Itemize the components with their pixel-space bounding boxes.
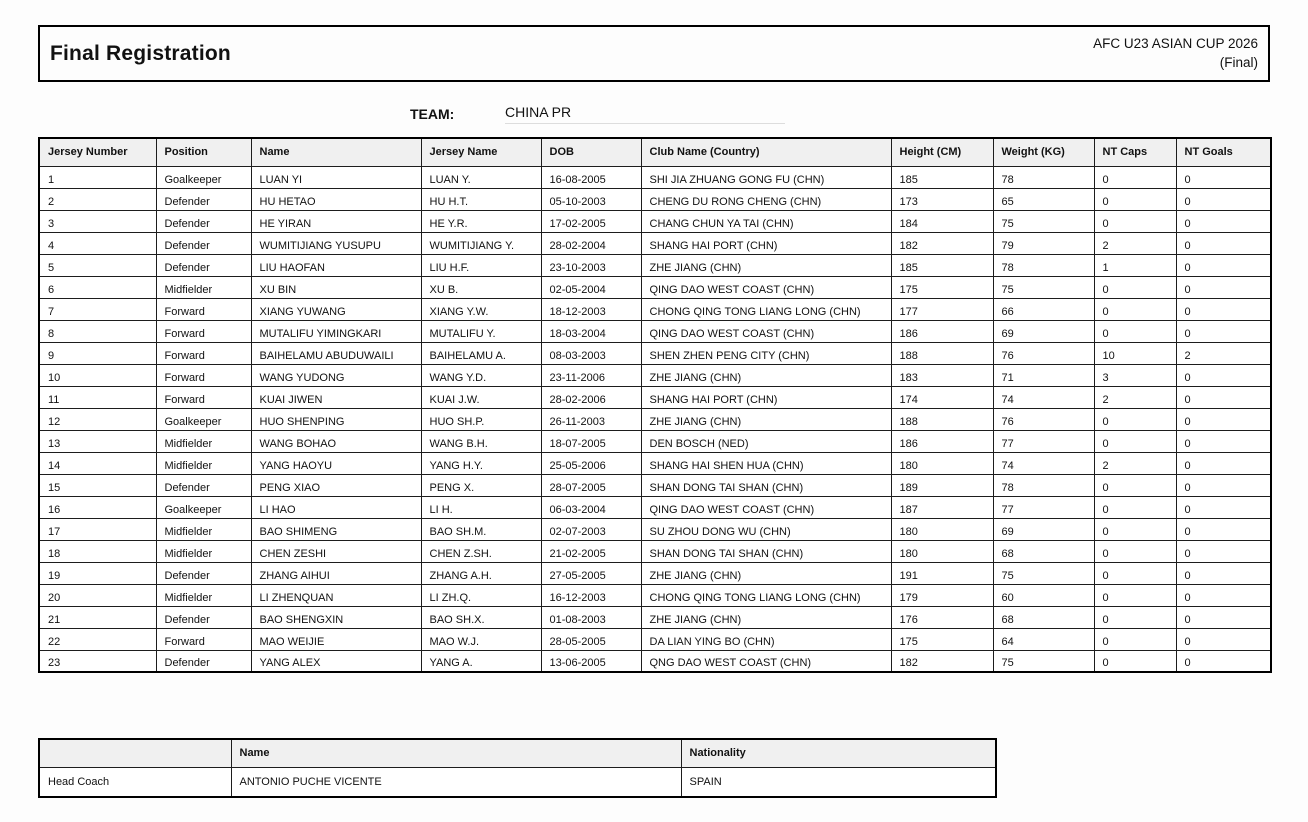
player-cell-name: KUAI JIWEN <box>251 386 421 408</box>
player-row <box>39 232 1271 254</box>
player-cell-position: Midfielder <box>156 584 251 606</box>
roster-header-row <box>39 138 1271 166</box>
player-cell-height: 188 <box>891 342 993 364</box>
staff-table <box>38 738 997 798</box>
roster-table <box>38 137 1272 673</box>
player-cell-name: HUO SHENPING <box>251 408 421 430</box>
player-cell-nt-caps: 2 <box>1094 452 1176 474</box>
player-cell-jersey-number: 3 <box>39 210 156 232</box>
roster-header-weight: Weight (KG) <box>993 138 1094 166</box>
roster-header-dob: DOB <box>541 138 641 166</box>
player-cell-club: SHANG HAI PORT (CHN) <box>641 386 891 408</box>
player-cell-nt-caps: 10 <box>1094 342 1176 364</box>
player-cell-position: Forward <box>156 298 251 320</box>
player-cell-weight: 60 <box>993 584 1094 606</box>
player-cell-weight: 71 <box>993 364 1094 386</box>
competition-stage: (Final) <box>1219 54 1258 70</box>
player-cell-name: MUTALIFU YIMINGKARI <box>251 320 421 342</box>
player-cell-weight: 78 <box>993 254 1094 276</box>
player-cell-weight: 75 <box>993 210 1094 232</box>
player-cell-nt-caps: 0 <box>1094 408 1176 430</box>
player-cell-weight: 69 <box>993 518 1094 540</box>
player-cell-position: Midfielder <box>156 452 251 474</box>
player-cell-club: ZHE JIANG (CHN) <box>641 562 891 584</box>
player-cell-nt-goals: 0 <box>1176 276 1271 298</box>
player-cell-weight: 79 <box>993 232 1094 254</box>
player-cell-name: LUAN YI <box>251 166 421 188</box>
player-cell-jersey-name: HUO SH.P. <box>421 408 541 430</box>
player-cell-jersey-name: CHEN Z.SH. <box>421 540 541 562</box>
player-cell-position: Defender <box>156 254 251 276</box>
player-cell-dob: 13-06-2005 <box>541 650 641 672</box>
player-cell-height: 175 <box>891 276 993 298</box>
player-cell-position: Defender <box>156 650 251 672</box>
player-cell-club: CHONG QING TONG LIANG LONG (CHN) <box>641 298 891 320</box>
player-cell-jersey-number: 8 <box>39 320 156 342</box>
player-cell-nt-goals: 0 <box>1176 474 1271 496</box>
player-cell-nt-goals: 0 <box>1176 364 1271 386</box>
player-cell-nt-caps: 0 <box>1094 276 1176 298</box>
player-cell-jersey-name: YANG A. <box>421 650 541 672</box>
player-cell-position: Defender <box>156 210 251 232</box>
player-cell-weight: 68 <box>993 540 1094 562</box>
document-header <box>38 25 1270 82</box>
player-cell-weight: 68 <box>993 606 1094 628</box>
roster-header-name: Name <box>251 138 421 166</box>
player-cell-jersey-name: WANG B.H. <box>421 430 541 452</box>
player-cell-name: BAIHELAMU ABUDUWAILI <box>251 342 421 364</box>
player-cell-dob: 02-05-2004 <box>541 276 641 298</box>
player-cell-position: Defender <box>156 562 251 584</box>
player-cell-nt-caps: 0 <box>1094 562 1176 584</box>
player-cell-height: 186 <box>891 430 993 452</box>
player-cell-nt-caps: 0 <box>1094 188 1176 210</box>
player-row <box>39 562 1271 584</box>
player-cell-nt-caps: 0 <box>1094 650 1176 672</box>
player-cell-name: MAO WEIJIE <box>251 628 421 650</box>
player-cell-height: 182 <box>891 232 993 254</box>
player-cell-height: 176 <box>891 606 993 628</box>
player-cell-jersey-name: BAO SH.M. <box>421 518 541 540</box>
player-cell-position: Forward <box>156 342 251 364</box>
roster-header-height: Height (CM) <box>891 138 993 166</box>
player-cell-club: QNG DAO WEST COAST (CHN) <box>641 650 891 672</box>
player-cell-weight: 77 <box>993 496 1094 518</box>
player-cell-name: WANG BOHAO <box>251 430 421 452</box>
player-cell-nt-goals: 0 <box>1176 452 1271 474</box>
player-cell-dob: 23-11-2006 <box>541 364 641 386</box>
player-cell-dob: 28-02-2006 <box>541 386 641 408</box>
player-cell-jersey-name: YANG H.Y. <box>421 452 541 474</box>
player-cell-jersey-number: 2 <box>39 188 156 210</box>
player-cell-jersey-name: KUAI J.W. <box>421 386 541 408</box>
player-cell-nt-goals: 0 <box>1176 540 1271 562</box>
player-cell-dob: 18-07-2005 <box>541 430 641 452</box>
player-cell-jersey-number: 7 <box>39 298 156 320</box>
player-cell-jersey-number: 17 <box>39 518 156 540</box>
player-cell-club: QING DAO WEST COAST (CHN) <box>641 276 891 298</box>
player-cell-height: 174 <box>891 386 993 408</box>
player-cell-weight: 75 <box>993 276 1094 298</box>
player-cell-jersey-name: WANG Y.D. <box>421 364 541 386</box>
player-cell-club: ZHE JIANG (CHN) <box>641 408 891 430</box>
player-cell-dob: 28-05-2005 <box>541 628 641 650</box>
player-cell-height: 180 <box>891 452 993 474</box>
player-cell-jersey-number: 18 <box>39 540 156 562</box>
player-cell-nt-caps: 0 <box>1094 540 1176 562</box>
player-cell-club: DA LIAN YING BO (CHN) <box>641 628 891 650</box>
player-cell-jersey-number: 13 <box>39 430 156 452</box>
staff-header-row <box>39 739 996 767</box>
page-title: Final Registration <box>50 41 231 65</box>
player-cell-dob: 06-03-2004 <box>541 496 641 518</box>
player-cell-nt-caps: 0 <box>1094 430 1176 452</box>
player-cell-nt-goals: 0 <box>1176 584 1271 606</box>
player-cell-name: LI HAO <box>251 496 421 518</box>
player-cell-nt-caps: 0 <box>1094 298 1176 320</box>
player-cell-name: XU BIN <box>251 276 421 298</box>
player-cell-name: YANG ALEX <box>251 650 421 672</box>
player-cell-nt-goals: 0 <box>1176 254 1271 276</box>
player-cell-weight: 76 <box>993 408 1094 430</box>
player-row <box>39 430 1271 452</box>
player-cell-club: CHENG DU RONG CHENG (CHN) <box>641 188 891 210</box>
player-cell-dob: 08-03-2003 <box>541 342 641 364</box>
player-cell-name: LI ZHENQUAN <box>251 584 421 606</box>
player-cell-name: WANG YUDONG <box>251 364 421 386</box>
player-cell-name: YANG HAOYU <box>251 452 421 474</box>
player-row <box>39 518 1271 540</box>
player-row <box>39 342 1271 364</box>
player-cell-dob: 16-12-2003 <box>541 584 641 606</box>
player-cell-jersey-name: HE Y.R. <box>421 210 541 232</box>
player-cell-nt-goals: 0 <box>1176 232 1271 254</box>
player-cell-height: 177 <box>891 298 993 320</box>
player-cell-nt-caps: 0 <box>1094 320 1176 342</box>
player-cell-weight: 74 <box>993 452 1094 474</box>
player-row <box>39 474 1271 496</box>
player-cell-nt-goals: 0 <box>1176 562 1271 584</box>
player-cell-weight: 64 <box>993 628 1094 650</box>
player-cell-position: Defender <box>156 606 251 628</box>
player-cell-club: CHANG CHUN YA TAI (CHN) <box>641 210 891 232</box>
player-cell-nt-goals: 0 <box>1176 430 1271 452</box>
player-row <box>39 298 1271 320</box>
player-cell-position: Goalkeeper <box>156 166 251 188</box>
player-cell-dob: 02-07-2003 <box>541 518 641 540</box>
player-cell-height: 188 <box>891 408 993 430</box>
player-row <box>39 276 1271 298</box>
player-cell-jersey-number: 4 <box>39 232 156 254</box>
player-cell-weight: 66 <box>993 298 1094 320</box>
player-cell-nt-caps: 0 <box>1094 606 1176 628</box>
player-cell-jersey-number: 5 <box>39 254 156 276</box>
player-cell-height: 189 <box>891 474 993 496</box>
player-row <box>39 364 1271 386</box>
player-cell-nt-caps: 2 <box>1094 232 1176 254</box>
player-cell-nt-caps: 0 <box>1094 628 1176 650</box>
player-cell-jersey-name: XU B. <box>421 276 541 298</box>
player-cell-nt-goals: 0 <box>1176 210 1271 232</box>
player-cell-name: BAO SHIMENG <box>251 518 421 540</box>
player-cell-nt-caps: 0 <box>1094 496 1176 518</box>
player-cell-club: SHI JIA ZHUANG GONG FU (CHN) <box>641 166 891 188</box>
player-cell-nt-caps: 0 <box>1094 210 1176 232</box>
player-cell-dob: 28-02-2004 <box>541 232 641 254</box>
player-cell-height: 183 <box>891 364 993 386</box>
player-cell-dob: 01-08-2003 <box>541 606 641 628</box>
player-cell-nt-caps: 0 <box>1094 474 1176 496</box>
player-cell-club: SHEN ZHEN PENG CITY (CHN) <box>641 342 891 364</box>
player-cell-height: 180 <box>891 540 993 562</box>
player-cell-jersey-name: LI H. <box>421 496 541 518</box>
player-cell-name: XIANG YUWANG <box>251 298 421 320</box>
player-cell-jersey-number: 22 <box>39 628 156 650</box>
player-cell-dob: 16-08-2005 <box>541 166 641 188</box>
player-cell-height: 179 <box>891 584 993 606</box>
player-cell-jersey-name: PENG X. <box>421 474 541 496</box>
roster-header-position: Position <box>156 138 251 166</box>
player-cell-nt-goals: 0 <box>1176 188 1271 210</box>
player-cell-name: BAO SHENGXIN <box>251 606 421 628</box>
player-cell-nt-caps: 3 <box>1094 364 1176 386</box>
player-cell-jersey-name: BAO SH.X. <box>421 606 541 628</box>
staff-header-role <box>39 739 231 767</box>
staff-header-name: Name <box>231 739 681 767</box>
competition-name: AFC U23 ASIAN CUP 2026 <box>1093 36 1258 52</box>
player-cell-jersey-number: 14 <box>39 452 156 474</box>
player-cell-weight: 69 <box>993 320 1094 342</box>
player-row <box>39 166 1271 188</box>
player-row <box>39 540 1271 562</box>
player-cell-jersey-number: 11 <box>39 386 156 408</box>
team-name-field: CHINA PR <box>505 104 785 124</box>
player-cell-weight: 78 <box>993 474 1094 496</box>
player-cell-position: Forward <box>156 628 251 650</box>
staff-header-nationality: Nationality <box>681 739 996 767</box>
competition-block <box>1093 35 1258 71</box>
player-cell-club: ZHE JIANG (CHN) <box>641 364 891 386</box>
player-row <box>39 606 1271 628</box>
player-cell-height: 173 <box>891 188 993 210</box>
player-cell-club: SHAN DONG TAI SHAN (CHN) <box>641 540 891 562</box>
player-cell-club: SU ZHOU DONG WU (CHN) <box>641 518 891 540</box>
player-cell-nt-goals: 0 <box>1176 650 1271 672</box>
player-cell-club: SHAN DONG TAI SHAN (CHN) <box>641 474 891 496</box>
player-cell-position: Defender <box>156 188 251 210</box>
player-cell-jersey-name: BAIHELAMU A. <box>421 342 541 364</box>
player-cell-name: WUMITIJIANG YUSUPU <box>251 232 421 254</box>
player-cell-jersey-number: 16 <box>39 496 156 518</box>
player-cell-nt-caps: 0 <box>1094 584 1176 606</box>
staff-role-cell: Head Coach <box>39 767 231 797</box>
player-cell-jersey-name: LI ZH.Q. <box>421 584 541 606</box>
roster-header-club: Club Name (Country) <box>641 138 891 166</box>
player-cell-jersey-name: ZHANG A.H. <box>421 562 541 584</box>
player-cell-dob: 18-03-2004 <box>541 320 641 342</box>
player-row <box>39 254 1271 276</box>
player-cell-weight: 74 <box>993 386 1094 408</box>
player-cell-weight: 65 <box>993 188 1094 210</box>
player-row <box>39 452 1271 474</box>
player-cell-jersey-name: LUAN Y. <box>421 166 541 188</box>
player-cell-height: 185 <box>891 254 993 276</box>
player-cell-club: ZHE JIANG (CHN) <box>641 254 891 276</box>
player-cell-club: DEN BOSCH (NED) <box>641 430 891 452</box>
player-cell-nt-caps: 1 <box>1094 254 1176 276</box>
player-cell-jersey-name: HU H.T. <box>421 188 541 210</box>
player-cell-name: LIU HAOFAN <box>251 254 421 276</box>
team-label: TEAM: <box>410 106 455 122</box>
player-row <box>39 210 1271 232</box>
player-cell-jersey-number: 19 <box>39 562 156 584</box>
player-cell-dob: 26-11-2003 <box>541 408 641 430</box>
player-cell-nt-caps: 0 <box>1094 518 1176 540</box>
player-cell-nt-goals: 0 <box>1176 386 1271 408</box>
player-cell-dob: 23-10-2003 <box>541 254 641 276</box>
player-cell-name: CHEN ZESHI <box>251 540 421 562</box>
player-cell-name: ZHANG AIHUI <box>251 562 421 584</box>
player-cell-dob: 05-10-2003 <box>541 188 641 210</box>
player-cell-jersey-number: 10 <box>39 364 156 386</box>
player-cell-jersey-name: LIU H.F. <box>421 254 541 276</box>
staff-nationality-cell: SPAIN <box>681 767 996 797</box>
player-cell-club: CHONG QING TONG LIANG LONG (CHN) <box>641 584 891 606</box>
player-cell-nt-caps: 2 <box>1094 386 1176 408</box>
player-cell-jersey-number: 15 <box>39 474 156 496</box>
player-cell-position: Forward <box>156 320 251 342</box>
player-cell-dob: 18-12-2003 <box>541 298 641 320</box>
roster-header-nt-goals: NT Goals <box>1176 138 1271 166</box>
player-cell-position: Forward <box>156 364 251 386</box>
player-cell-jersey-number: 6 <box>39 276 156 298</box>
player-row <box>39 496 1271 518</box>
player-cell-height: 187 <box>891 496 993 518</box>
player-cell-jersey-name: WUMITIJIANG Y. <box>421 232 541 254</box>
player-cell-dob: 21-02-2005 <box>541 540 641 562</box>
player-cell-weight: 78 <box>993 166 1094 188</box>
staff-row <box>39 767 996 797</box>
player-cell-weight: 76 <box>993 342 1094 364</box>
player-cell-weight: 75 <box>993 650 1094 672</box>
player-cell-jersey-number: 12 <box>39 408 156 430</box>
player-cell-position: Midfielder <box>156 540 251 562</box>
player-row <box>39 408 1271 430</box>
player-cell-dob: 25-05-2006 <box>541 452 641 474</box>
player-cell-jersey-name: MAO W.J. <box>421 628 541 650</box>
player-cell-position: Defender <box>156 474 251 496</box>
player-cell-weight: 77 <box>993 430 1094 452</box>
player-cell-club: ZHE JIANG (CHN) <box>641 606 891 628</box>
player-cell-jersey-number: 9 <box>39 342 156 364</box>
player-cell-name: PENG XIAO <box>251 474 421 496</box>
player-cell-jersey-number: 21 <box>39 606 156 628</box>
player-cell-height: 180 <box>891 518 993 540</box>
player-cell-jersey-number: 20 <box>39 584 156 606</box>
player-cell-name: HU HETAO <box>251 188 421 210</box>
player-row <box>39 320 1271 342</box>
player-cell-club: SHANG HAI PORT (CHN) <box>641 232 891 254</box>
player-cell-nt-caps: 0 <box>1094 166 1176 188</box>
player-cell-height: 191 <box>891 562 993 584</box>
player-cell-nt-goals: 0 <box>1176 408 1271 430</box>
player-cell-nt-goals: 0 <box>1176 606 1271 628</box>
player-cell-position: Forward <box>156 386 251 408</box>
player-cell-weight: 75 <box>993 562 1094 584</box>
roster-table-body <box>39 166 1271 672</box>
player-cell-jersey-name: XIANG Y.W. <box>421 298 541 320</box>
player-cell-nt-goals: 0 <box>1176 628 1271 650</box>
player-cell-position: Defender <box>156 232 251 254</box>
player-row <box>39 386 1271 408</box>
player-cell-dob: 17-02-2005 <box>541 210 641 232</box>
roster-header-jersey-name: Jersey Name <box>421 138 541 166</box>
player-cell-club: SHANG HAI SHEN HUA (CHN) <box>641 452 891 474</box>
player-cell-jersey-name: MUTALIFU Y. <box>421 320 541 342</box>
player-cell-club: QING DAO WEST COAST (CHN) <box>641 496 891 518</box>
player-row <box>39 188 1271 210</box>
player-cell-position: Midfielder <box>156 276 251 298</box>
player-cell-height: 186 <box>891 320 993 342</box>
player-cell-height: 185 <box>891 166 993 188</box>
player-cell-position: Goalkeeper <box>156 408 251 430</box>
player-cell-nt-goals: 0 <box>1176 496 1271 518</box>
player-cell-name: HE YIRAN <box>251 210 421 232</box>
player-cell-position: Midfielder <box>156 430 251 452</box>
player-cell-height: 182 <box>891 650 993 672</box>
player-cell-club: QING DAO WEST COAST (CHN) <box>641 320 891 342</box>
player-cell-jersey-number: 23 <box>39 650 156 672</box>
player-row <box>39 584 1271 606</box>
roster-header-jersey-number: Jersey Number <box>39 138 156 166</box>
player-row <box>39 650 1271 672</box>
player-cell-height: 175 <box>891 628 993 650</box>
player-cell-jersey-number: 1 <box>39 166 156 188</box>
player-cell-height: 184 <box>891 210 993 232</box>
player-cell-position: Goalkeeper <box>156 496 251 518</box>
player-row <box>39 628 1271 650</box>
player-cell-nt-goals: 0 <box>1176 298 1271 320</box>
player-cell-nt-goals: 0 <box>1176 320 1271 342</box>
player-cell-nt-goals: 0 <box>1176 518 1271 540</box>
player-cell-nt-goals: 0 <box>1176 166 1271 188</box>
player-cell-dob: 28-07-2005 <box>541 474 641 496</box>
player-cell-dob: 27-05-2005 <box>541 562 641 584</box>
player-cell-nt-goals: 2 <box>1176 342 1271 364</box>
staff-name-cell: ANTONIO PUCHE VICENTE <box>231 767 681 797</box>
player-cell-position: Midfielder <box>156 518 251 540</box>
roster-header-nt-caps: NT Caps <box>1094 138 1176 166</box>
